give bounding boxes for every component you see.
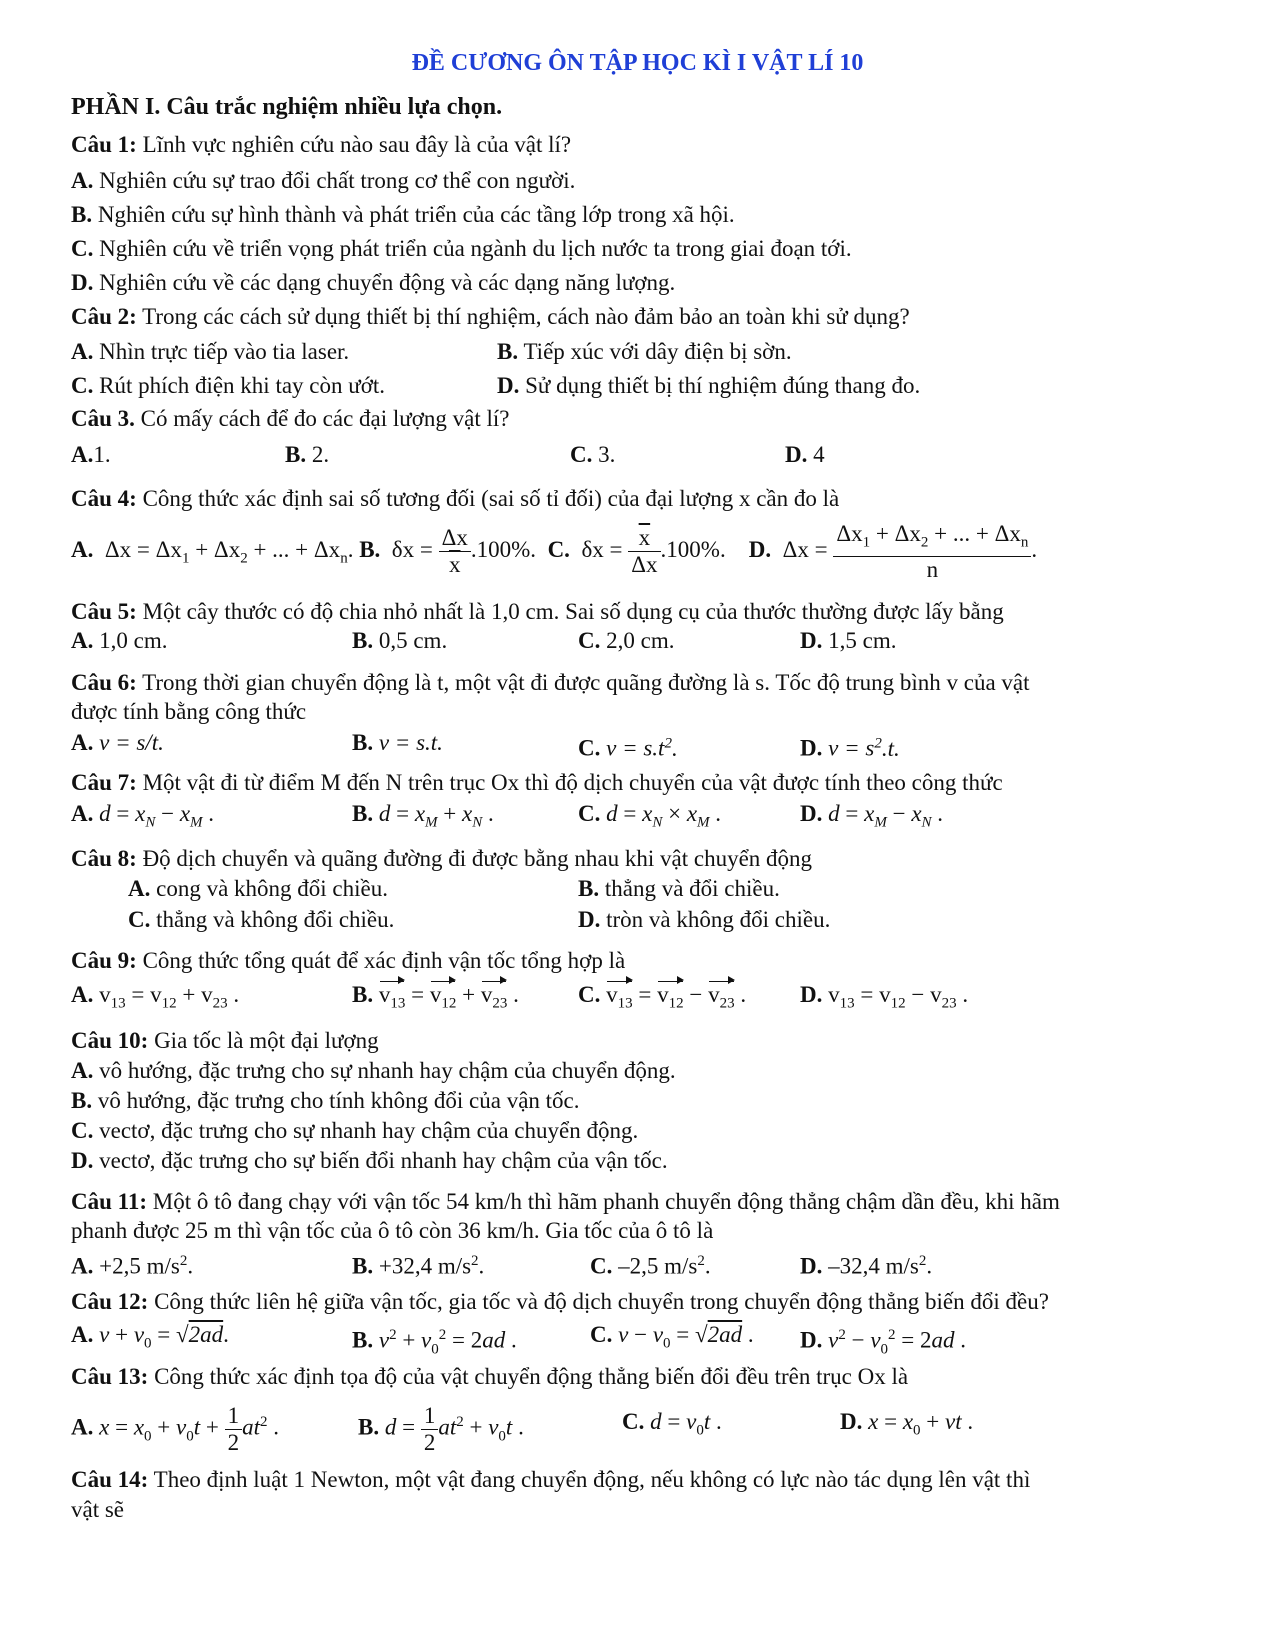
q6-option-c: C. $v = s.t^2$.: [578, 735, 678, 761]
q12-option-a: A. $v + v_0 = √2ad$.: [71, 1322, 229, 1352]
q6-option-b: B. v = s.t.: [352, 730, 443, 755]
q5-option-b: B. 0,5 cm.: [352, 628, 448, 653]
q4-option-d-formula: Δx = $\frac{\Delta x_1 + \Delta x_2 + ... + \Delta x_n}{n}$ .: [776, 520, 1038, 582]
q3-option-d: D. 4: [785, 442, 825, 467]
q4-option-c-letter: C.: [547, 537, 570, 562]
q10-option-b: B. vô hướng, đặc trưng cho tính không đổi của vận tốc.: [71, 1088, 580, 1113]
q1-option-c: C. Nghiên cứu về triển vọng phát triển của ngành du lịch nước ta trong giai đoạn tới.: [71, 236, 852, 261]
question-9: Câu 9: Công thức tổng quát để xác định vận tốc tổng hợp là: [71, 948, 626, 973]
question-6: Câu 6: Trong thời gian chuyển động là t, một vật đi được quãng đường là s. Tốc độ trung bình v của vật: [71, 670, 1030, 695]
q10-option-d: D. vectơ, đặc trưng cho sự biến đổi nhanh hay chậm của vận tốc.: [71, 1148, 668, 1173]
q9-option-a: A. $v_{13} = v_{12} + v_{23}$ .: [71, 982, 240, 1012]
q5-option-d: D. 1,5 cm.: [800, 628, 897, 653]
q1-option-a: A. Nghiên cứu sự trao đổi chất trong cơ thể con người.: [71, 168, 576, 193]
question-5: Câu 5: Một cây thước có độ chia nhỏ nhất là 1,0 cm. Sai số dụng cụ của thước thường được lấy bằng: [71, 599, 1004, 624]
q11-option-b: B. +32,4 $m/s^2$.: [352, 1253, 485, 1279]
question-2: Câu 2: Trong các cách sử dụng thiết bị thí nghiệm, cách nào đảm bảo an toàn khi sử dụng?: [71, 304, 910, 329]
q8-option-d: D. tròn và không đổi chiều.: [578, 907, 831, 932]
q4-option-a-letter: A.: [71, 537, 94, 562]
q13-option-c: C. $d = v_0t$ .: [622, 1409, 722, 1439]
q10-option-c: C. vectơ, đặc trưng cho sự nhanh hay chậm của chuyển động.: [71, 1118, 639, 1143]
question-1: Câu 1: Lĩnh vực nghiên cứu nào sau đây là của vật lí?: [71, 132, 572, 157]
q4-option-b-formula: δx = $\frac{\Delta x}{x}$ .100%.: [386, 525, 537, 578]
question-12: Câu 12: Công thức liên hệ giữa vận tốc, gia tốc và độ dịch chuyển trong chuyển động thẳng biến đổi đều?: [71, 1289, 1049, 1314]
q7-option-c: C. $d = x_N \times x_M$ .: [578, 801, 722, 831]
q8-option-b: B. thẳng và đổi chiều.: [578, 876, 780, 901]
q12-option-d: D. $v^2 - v_0^2 = 2ad$ .: [800, 1327, 967, 1358]
q12-option-c: C. $v - v_0 = √2ad$ .: [590, 1322, 754, 1352]
question-11-cont: phanh được 25 m thì vận tốc của ô tô còn 36 km/h. Gia tốc của ô tô là: [71, 1218, 714, 1243]
q4-option-c-formula: δx = $\frac{\overline{x}}{\Delta x}$ .100%.: [575, 525, 726, 578]
q3-option-a: A.1.: [71, 442, 111, 467]
q13-option-a: A. $x = x_0 + v_0t$ + $\frac{1}{2}$ $at^2$ .: [71, 1402, 280, 1455]
q2-option-b: B. Tiếp xúc với dây điện bị sờn.: [497, 339, 792, 364]
q9-option-c: C. $v_{13} = v_{12} - v_{23}$ .: [578, 980, 746, 1019]
q12-option-b: B. $v^2 + v_0^2 = 2ad$ .: [352, 1327, 517, 1358]
q7-option-a: A. $d = x_N - x_M$ .: [71, 801, 215, 831]
q4-option-d-letter: D.: [748, 537, 772, 562]
question-6-cont: được tính bằng công thức: [71, 699, 307, 724]
q8-option-a: A. cong và không đổi chiều.: [128, 876, 388, 901]
q8-option-c: C. thẳng và không đổi chiều.: [128, 907, 395, 932]
q5-option-a: A. 1,0 cm.: [71, 628, 168, 653]
q4-option-b-letter: B.: [359, 537, 381, 562]
question-7: Câu 7: Một vật đi từ điểm M đến N trên trục Ox thì độ dịch chuyển của vật được tính theo công thức: [71, 770, 1003, 795]
q4-option-a-formula: $\Delta x = \Delta x_1 + \Delta x_2$ + ... + $\Delta x_n$.: [99, 537, 354, 567]
section-heading: PHẦN I. Câu trắc nghiệm nhiều lựa chọn.: [71, 94, 503, 120]
q11-option-c: C. –2,5 $m/s^2$.: [590, 1253, 711, 1279]
q7-option-b: B. $d = x_M + x_N$ .: [352, 801, 494, 831]
question-3: Câu 3. Có mấy cách để đo các đại lượng vật lí?: [71, 406, 510, 431]
question-11: Câu 11: Một ô tô đang chạy với vận tốc 54 km/h thì hãm phanh chuyển động thẳng chậm dần đều, khi hãm: [71, 1189, 1060, 1214]
q7-option-d: D. $d = x_M - x_N$ .: [800, 801, 944, 831]
q6-option-d: D. $v = s^2.t$.: [800, 735, 900, 761]
q4-options: [71, 520, 1037, 580]
q2-option-a: A. Nhìn trực tiếp vào tia laser.: [71, 339, 350, 364]
q13-option-b: B. d = $\frac{1}{2}$ $at^2 + v_0t$ .: [358, 1402, 524, 1455]
q11-option-d: D. –32,4 $m/s^2$.: [800, 1253, 933, 1279]
q13-option-d: D. $x = x_0$ + vt .: [840, 1409, 974, 1439]
q1-option-d: D. Nghiên cứu về các dạng chuyển động và các dạng năng lượng.: [71, 270, 676, 295]
q9-option-d: D. $v_{13} = v_{12} - v_{23}$ .: [800, 982, 969, 1012]
question-10: Câu 10: Gia tốc là một đại lượng: [71, 1028, 379, 1053]
question-8: Câu 8: Độ dịch chuyển và quãng đường đi được bằng nhau khi vật chuyển động: [71, 846, 813, 871]
q11-option-a: A. +2,5 $m/s^2$.: [71, 1253, 194, 1279]
question-13: Câu 13: Công thức xác định tọa độ của vật chuyển động thẳng biến đổi đều trên trục Ox là: [71, 1364, 909, 1389]
question-14: Câu 14: Theo định luật 1 Newton, một vật đang chuyển động, nếu không có lực nào tác dụng lên vật thì: [71, 1467, 1031, 1492]
q5-option-c: C. 2,0 cm.: [578, 628, 675, 653]
q3-option-b: B. 2.: [285, 442, 330, 467]
question-14-cont: vật sẽ: [71, 1497, 125, 1522]
q3-option-c: C. 3.: [570, 442, 616, 467]
q10-option-a: A. vô hướng, đặc trưng cho sự nhanh hay chậm của chuyển động.: [71, 1058, 676, 1083]
page-title: ĐỀ CƯƠNG ÔN TẬP HỌC KÌ I VẬT LÍ 10: [411, 50, 864, 76]
q9-option-b: B. $v_{13} = v_{12} + v_{23}$ .: [352, 980, 519, 1019]
q2-option-d: D. Sử dụng thiết bị thí nghiệm đúng thang đo.: [497, 373, 921, 398]
question-4: Câu 4: Công thức xác định sai số tương đối (sai số tỉ đối) của đại lượng x cần đo là: [71, 486, 840, 511]
q1-option-b: B. Nghiên cứu sự hình thành và phát triển của các tầng lớp trong xã hội.: [71, 202, 735, 227]
q2-option-c: C. Rút phích điện khi tay còn ướt.: [71, 373, 386, 398]
q6-option-a: A. v = s/t.: [71, 730, 164, 755]
